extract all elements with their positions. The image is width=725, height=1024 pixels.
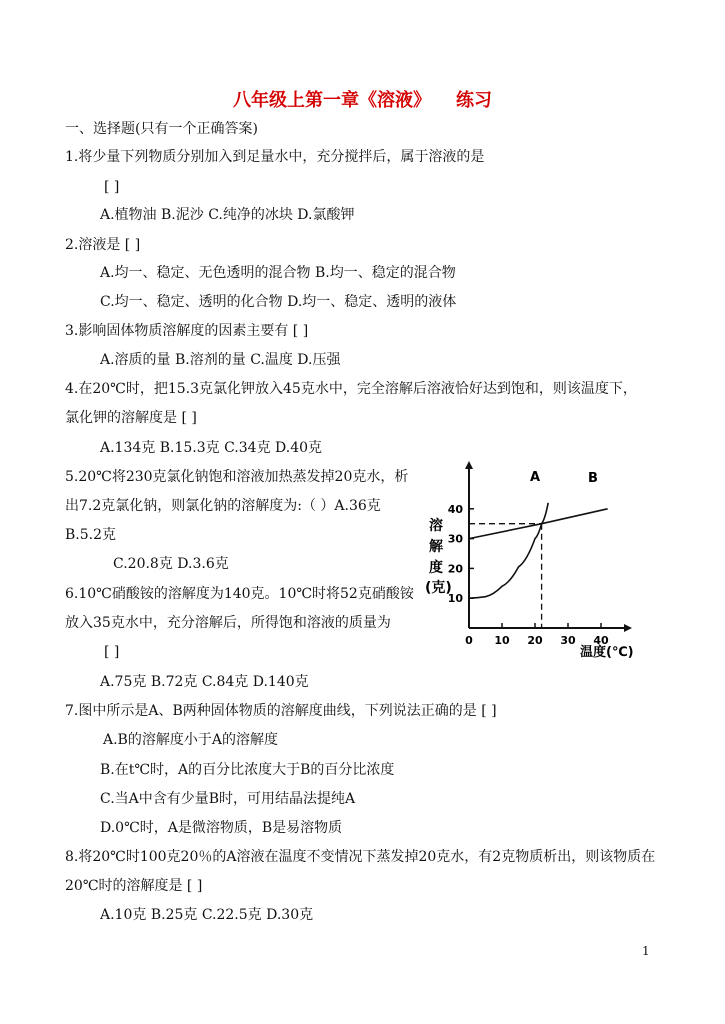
x-axis-arrow	[624, 624, 632, 632]
page-title: 八年级上第一章《溶液》 练习	[232, 90, 493, 111]
y-axis-label-char: 解	[429, 539, 443, 555]
x-tick-label: 10	[494, 634, 510, 647]
q7-option-b: B.在t℃时，A的百分比浓度大于B的百分比浓度	[100, 762, 395, 778]
curve-label-a: A	[530, 470, 541, 485]
y-axis-label-char: 度	[429, 560, 443, 576]
q4-stem-2: 氯化钾的溶解度是 [ ]	[65, 410, 197, 426]
x-tick-label: 40	[593, 634, 609, 647]
q6-options: A.75克 B.72克 C.84克 D.140克	[100, 674, 309, 690]
q3-stem: 3.影响固体物质溶解度的因素主要有 [ ]	[65, 323, 309, 339]
q1-options: A.植物油 B.泥沙 C.纯净的冰块 D.氯酸钾	[100, 207, 355, 223]
q6-blank: [ ]	[104, 644, 120, 660]
y-tick-label: 20	[447, 562, 463, 576]
q4-options: A.134克 B.15.3克 C.34克 D.40克	[100, 440, 323, 456]
page-number: 1	[642, 944, 650, 958]
q5-options-cd: C.20.8克 D.3.6克	[113, 556, 229, 572]
x-tick-label: 30	[560, 634, 576, 647]
x-tick-label: 20	[527, 634, 543, 647]
q8-stem-2: 20℃时的溶解度是 [ ]	[65, 878, 203, 894]
q6-stem-2: 放入35克水中，充分溶解后，所得饱和溶液的质量为	[65, 615, 391, 631]
curve-a	[469, 503, 548, 598]
y-tick-label: 30	[447, 532, 463, 546]
q7-option-c: C.当A中含有少量B时，可用结晶法提纯A	[100, 791, 356, 807]
y-axis-arrow	[465, 461, 473, 469]
q2-options-cd: C.均一、稳定、透明的化合物 D.均一、稳定、透明的液体	[100, 294, 457, 310]
q8-stem-1: 8.将20℃时100克20％的A溶液在温度不变情况下蒸发掉20克水，有2克物质析出，则该物质在	[65, 849, 656, 865]
q1-blank: [ ]	[104, 179, 120, 195]
section-1: 一、选择题(只有一个正确答案)	[65, 121, 258, 137]
q3-options: A.溶质的量 B.溶剂的量 C.温度 D.压强	[100, 352, 341, 368]
q7-stem: 7.图中所示是A、B两种固体物质的溶解度曲线，下列说法正确的是 [ ]	[65, 703, 497, 719]
q1-stem: 1.将少量下列物质分别加入到足量水中，充分搅拌后，属于溶液的是	[65, 149, 485, 165]
x-axis-label: 温度(℃)	[580, 645, 634, 660]
y-axis-label-char: (克)	[425, 580, 452, 596]
q2-options-ab: A.均一、稳定、无色透明的混合物 B.均一、稳定的混合物	[100, 265, 456, 281]
x-tick-label: 0	[465, 634, 473, 647]
y-tick-label: 40	[447, 502, 463, 516]
q5-option-b: B.5.2克	[65, 527, 117, 543]
q5-stem-1: 5.20℃将230克氯化钠饱和溶液加热蒸发掉20克水，析	[65, 469, 409, 485]
q2-stem: 2.溶液是 [ ]	[65, 237, 141, 253]
q6-stem-1: 6.10℃硝酸铵的溶解度为140克。10℃时将52克硝酸铵	[65, 586, 414, 602]
solubility-chart	[420, 455, 650, 665]
q7-option-a: A.B的溶解度小于A的溶解度	[103, 732, 278, 748]
chart-axes	[465, 461, 632, 632]
y-tick-label: 10	[447, 592, 463, 606]
curve-label-b: B	[588, 471, 598, 486]
q4-stem-1: 4.在20℃时，把15.3克氯化钾放入45克水中，完全溶解后溶液恰好达到饱和，则该温度下，	[65, 381, 637, 397]
y-axis-label-char: 溶	[429, 518, 443, 534]
q5-stem-2: 出7.2克氯化钠，则氯化钠的溶解度为:（ ）A.36克	[65, 498, 381, 514]
q7-option-d: D.0℃时，A是微溶物质，B是易溶物质	[100, 820, 343, 836]
q8-options: A.10克 B.25克 C.22.5克 D.30克	[100, 907, 314, 923]
